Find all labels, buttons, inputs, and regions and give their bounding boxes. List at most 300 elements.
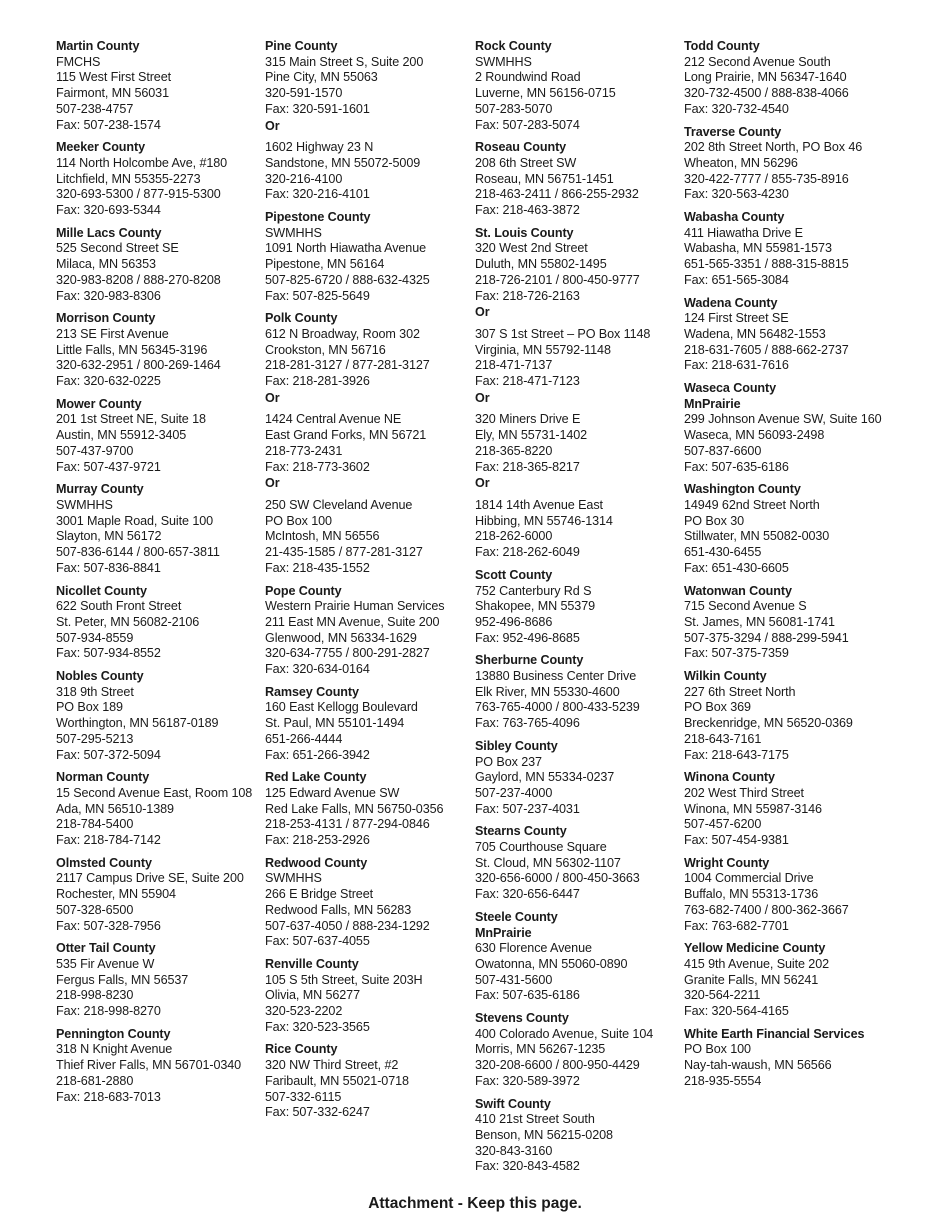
address-line: Virginia, MN 55792-1148 <box>475 342 611 357</box>
address-line: Fax: 507-437-9721 <box>56 459 161 474</box>
address-line: 13880 Business Center Drive <box>475 669 637 684</box>
address-line: Little Falls, MN 56345-3196 <box>56 342 208 357</box>
county-entry <box>265 770 473 849</box>
address-line: PO Box 369 <box>684 700 751 715</box>
county-entry <box>265 856 473 950</box>
address-line: Fax: 320-563-4230 <box>684 187 789 202</box>
county-entry <box>684 210 892 289</box>
address-line: Fax: 320-589-3972 <box>475 1073 580 1088</box>
county-name: Stevens County <box>475 1011 569 1026</box>
address-line: 320 West 2nd Street <box>475 241 588 256</box>
address-line: 320-564-2211 <box>684 988 761 1003</box>
address-line: 266 E Bridge Street <box>265 887 374 902</box>
address-line: Fax: 218-435-1552 <box>265 560 370 575</box>
address-line: 15 Second Avenue East, Room 108 <box>56 785 253 800</box>
county-name: Pine County <box>265 39 338 53</box>
address-line: Fax: 651-430-6605 <box>684 560 789 575</box>
address-line: 507-437-9700 <box>56 443 134 458</box>
address-line: Fax: 651-266-3942 <box>265 747 370 762</box>
address-line: Milaca, MN 56353 <box>56 257 156 272</box>
address-line: Thief River Falls, MN 56701-0340 <box>56 1058 242 1073</box>
county-entry <box>475 140 683 219</box>
address-line: 320-208-6600 / 800-950-4429 <box>475 1058 640 1073</box>
address-line: Fax: 507-332-6247 <box>265 1105 370 1120</box>
address-line: Crookston, MN 56716 <box>265 342 386 357</box>
address-line: Fax: 218-784-7142 <box>56 833 161 848</box>
address-line: 212 Second Avenue South <box>684 54 831 69</box>
address-line: 525 Second Street SE <box>56 241 179 256</box>
address-line: Fax: 320-693-5344 <box>56 203 161 218</box>
county-name: Morrison County <box>56 311 156 326</box>
county-entry <box>475 910 683 1004</box>
address-line: 507-457-6200 <box>684 817 762 832</box>
county-name: Waseca County <box>684 381 777 396</box>
address-line: 507-637-4050 / 888-234-1292 <box>265 918 430 933</box>
address-line: St. Paul, MN 55101-1494 <box>265 716 405 731</box>
address-line: Fax: 218-281-3926 <box>265 374 370 389</box>
directory-column-1 <box>56 39 264 1112</box>
address-line: Fax: 320-732-4540 <box>684 101 789 116</box>
address-line: 124 First Street SE <box>684 311 789 326</box>
county-name: Pipestone County <box>265 210 371 225</box>
county-name: Red Lake County <box>265 770 367 785</box>
address-line: 715 Second Avenue S <box>684 599 807 614</box>
county-name: Roseau County <box>475 140 567 155</box>
address-line: 320-983-8208 / 888-270-8208 <box>56 272 221 287</box>
address-line: 318 9th Street <box>56 684 134 699</box>
address-line: SWMHHS <box>265 225 322 240</box>
address-line: Fax: 952-496-8685 <box>475 630 580 645</box>
address-line: Stillwater, MN 55082-0030 <box>684 529 830 544</box>
address-line: Gaylord, MN 55334-0237 <box>475 770 615 785</box>
address-line: PO Box 30 <box>684 513 745 528</box>
address-line: 410 21st Street South <box>475 1112 595 1127</box>
address-line: Pine City, MN 55063 <box>265 70 378 85</box>
address-line: PO Box 100 <box>265 513 332 528</box>
address-line: 507-837-6600 <box>684 443 762 458</box>
or-separator: Or <box>265 118 280 133</box>
address-line: 1602 Highway 23 N <box>265 140 374 155</box>
address-line: 507-375-3294 / 888-299-5941 <box>684 630 849 645</box>
address-line: 1091 North Hiawatha Avenue <box>265 241 427 256</box>
address-line: 218-631-7605 / 888-662-2737 <box>684 342 849 357</box>
county-name: Traverse County <box>684 124 782 139</box>
address-line: Waseca, MN 56093-2498 <box>684 428 825 443</box>
county-entry <box>684 941 892 1020</box>
address-line: Fax: 218-463-3872 <box>475 203 580 218</box>
address-line: Fax: 218-631-7616 <box>684 358 789 373</box>
county-entry <box>475 226 683 561</box>
address-line: Fergus Falls, MN 56537 <box>56 972 189 987</box>
county-name: Scott County <box>475 567 553 582</box>
county-name: Wilkin County <box>684 669 767 684</box>
county-name: Otter Tail County <box>56 941 156 956</box>
county-name: Wabasha County <box>684 210 785 225</box>
address-line: Fax: 507-635-6186 <box>684 459 789 474</box>
county-name: Nicollet County <box>56 583 147 598</box>
address-line: 320-591-1570 <box>265 86 343 101</box>
address-line: Fax: 320-523-3565 <box>265 1019 370 1034</box>
directory-column-3 <box>475 39 683 1182</box>
address-line: 415 9th Avenue, Suite 202 <box>684 956 830 971</box>
address-line: Redwood Falls, MN 56283 <box>265 902 412 917</box>
county-entry <box>265 685 473 764</box>
address-line: 535 Fir Avenue W <box>56 956 155 971</box>
county-name: Polk County <box>265 311 338 326</box>
address-line: 320-656-6000 / 800-450-3663 <box>475 871 640 886</box>
address-line: 752 Canterbury Rd S <box>475 583 592 598</box>
address-line: 320-634-7755 / 800-291-2827 <box>265 646 430 661</box>
address-line: 2117 Campus Drive SE, Suite 200 <box>56 871 244 886</box>
address-line: Fax: 763-682-7701 <box>684 918 789 933</box>
county-entry <box>56 140 264 219</box>
address-line: Rochester, MN 55904 <box>56 887 176 902</box>
address-line: Fax: 320-843-4582 <box>475 1159 580 1174</box>
address-line: 320-216-4100 <box>265 171 343 186</box>
address-line: PO Box 189 <box>56 700 123 715</box>
county-entry <box>265 957 473 1036</box>
address-line: Sandstone, MN 55072-5009 <box>265 155 421 170</box>
address-line: Fax: 218-262-6049 <box>475 545 580 560</box>
address-line: McIntosh, MN 56556 <box>265 529 380 544</box>
address-line: 320 NW Third Street, #2 <box>265 1058 399 1073</box>
address-line: Fax: 507-825-5649 <box>265 288 370 303</box>
address-line: 507-332-6115 <box>265 1089 342 1104</box>
address-line: Fax: 218-683-7013 <box>56 1089 161 1104</box>
address-line: 250 SW Cleveland Avenue <box>265 497 413 512</box>
county-entry <box>684 296 892 375</box>
county-entry <box>684 1027 892 1090</box>
county-entry <box>475 739 683 818</box>
address-line: PO Box 100 <box>684 1042 751 1057</box>
address-line: 307 S 1st Street – PO Box 1148 <box>475 326 651 341</box>
address-line: 202 West Third Street <box>684 785 804 800</box>
county-entry <box>56 226 264 305</box>
address-line: 218-935-5554 <box>684 1073 762 1088</box>
address-line: 208 6th Street SW <box>475 155 577 170</box>
county-entry <box>56 482 264 576</box>
address-line: 114 North Holcombe Ave, #180 <box>56 155 228 170</box>
address-line: Fax: 507-237-4031 <box>475 801 580 816</box>
address-line: 507-283-5070 <box>475 101 553 116</box>
address-line: 218-998-8230 <box>56 988 134 1003</box>
or-separator: Or <box>265 476 280 491</box>
address-line: 315 Main Street S, Suite 200 <box>265 54 424 69</box>
address-line: 201 1st Street NE, Suite 18 <box>56 412 206 427</box>
county-entry <box>475 568 683 647</box>
county-name: Todd County <box>684 39 760 53</box>
address-line: SWMHHS <box>265 871 322 886</box>
address-line: Olivia, MN 56277 <box>265 988 360 1003</box>
address-line: Fax: 507-238-1574 <box>56 117 161 132</box>
address-line: 211 East MN Avenue, Suite 200 <box>265 614 440 629</box>
or-separator: Or <box>475 390 490 405</box>
address-line: 320-693-5300 / 877-915-5300 <box>56 187 221 202</box>
address-line: Nay-tah-waush, MN 56566 <box>684 1058 832 1073</box>
county-entry <box>56 311 264 390</box>
county-entry <box>265 1042 473 1121</box>
county-entry <box>475 824 683 903</box>
address-line: 3001 Maple Road, Suite 100 <box>56 513 214 528</box>
address-line: Buffalo, MN 55313-1736 <box>684 887 819 902</box>
address-line: Fax: 320-983-8306 <box>56 288 161 303</box>
address-line: Fax: 320-591-1601 <box>265 101 370 116</box>
directory-column-2 <box>265 39 473 1128</box>
address-line: 115 West First Street <box>56 70 172 85</box>
address-line: Fax: 763-765-4096 <box>475 716 580 731</box>
county-name: Steele County <box>475 909 558 924</box>
county-name: Martin County <box>56 39 140 53</box>
address-line: 218-471-7137 <box>475 358 553 373</box>
address-line: 320-422-7777 / 855-735-8916 <box>684 171 849 186</box>
county-name: Rice County <box>265 1042 338 1057</box>
county-entry <box>684 125 892 204</box>
county-name: Swift County <box>475 1096 551 1111</box>
address-line: 952-496-8686 <box>475 614 553 629</box>
county-entry <box>56 39 264 133</box>
address-line: Fax: 320-632-0225 <box>56 374 161 389</box>
address-line: 651-430-6455 <box>684 545 762 560</box>
county-name: Olmsted County <box>56 855 152 870</box>
address-line: 507-328-6500 <box>56 902 134 917</box>
or-separator: Or <box>475 305 490 320</box>
address-line: 227 6th Street North <box>684 684 796 699</box>
address-line: 213 SE First Avenue <box>56 326 169 341</box>
county-name: Murray County <box>56 482 144 497</box>
address-line: 320 Miners Drive E <box>475 412 581 427</box>
address-line: Shakopee, MN 55379 <box>475 599 596 614</box>
address-line: Breckenridge, MN 56520-0369 <box>684 716 853 731</box>
county-entry <box>684 39 892 118</box>
address-line: Fax: 218-253-2926 <box>265 833 370 848</box>
county-entry <box>56 941 264 1020</box>
address-line: Ely, MN 55731-1402 <box>475 428 588 443</box>
address-line: 105 S 5th Street, Suite 203H <box>265 972 423 987</box>
address-line: 651-266-4444 <box>265 731 343 746</box>
address-line: Morris, MN 56267-1235 <box>475 1042 606 1057</box>
attachment-footer: Attachment - Keep this page. <box>368 1195 582 1212</box>
address-line: FMCHS <box>56 54 101 69</box>
address-line: 411 Hiawatha Drive E <box>684 225 803 240</box>
county-entry <box>684 584 892 663</box>
address-line: Worthington, MN 56187-0189 <box>56 716 219 731</box>
county-entry <box>56 856 264 935</box>
address-line: 763-765-4000 / 800-433-5239 <box>475 700 640 715</box>
address-line: Fax: 507-454-9381 <box>684 833 789 848</box>
county-entry <box>684 482 892 576</box>
county-name: White Earth Financial Services <box>684 1026 865 1041</box>
county-entry <box>684 669 892 763</box>
county-name: Nobles County <box>56 669 144 684</box>
address-line: Litchfield, MN 55355-2273 <box>56 171 201 186</box>
address-line: Glenwood, MN 56334-1629 <box>265 630 417 645</box>
address-line: 507-825-6720 / 888-632-4325 <box>265 272 430 287</box>
address-line: Wabasha, MN 55981-1573 <box>684 241 832 256</box>
address-line: Fax: 218-998-8270 <box>56 1004 161 1019</box>
address-line: Wadena, MN 56482-1553 <box>684 326 826 341</box>
address-line: 218-262-6000 <box>475 529 553 544</box>
address-line: 125 Edward Avenue SW <box>265 785 400 800</box>
county-entry <box>265 39 473 203</box>
county-name: Sibley County <box>475 738 558 753</box>
address-line: 1814 14th Avenue East <box>475 497 603 512</box>
address-line: Fax: 218-471-7123 <box>475 374 580 389</box>
address-line: Hibbing, MN 55746-1314 <box>475 513 613 528</box>
address-line: 507-295-5213 <box>56 731 134 746</box>
county-name: Mower County <box>56 396 142 411</box>
address-line: 320-523-2202 <box>265 1004 343 1019</box>
address-line: St. Peter, MN 56082-2106 <box>56 614 200 629</box>
county-entry <box>265 584 473 678</box>
address-line: Wheaton, MN 56296 <box>684 155 798 170</box>
address-line: 507-934-8559 <box>56 630 134 645</box>
county-name: Redwood County <box>265 855 368 870</box>
county-entry <box>475 1097 683 1176</box>
address-line: 218-681-2880 <box>56 1073 134 1088</box>
county-entry <box>56 770 264 849</box>
address-line: PO Box 237 <box>475 754 542 769</box>
county-name: Stearns County <box>475 824 567 839</box>
or-separator: Or <box>265 390 280 405</box>
county-entry <box>475 653 683 732</box>
address-line: Fax: 507-637-4055 <box>265 934 370 949</box>
address-line: Fax: 507-328-7956 <box>56 918 161 933</box>
county-entry <box>475 39 683 133</box>
address-line: Fax: 218-365-8217 <box>475 459 580 474</box>
county-name: Pennington County <box>56 1026 171 1041</box>
address-line: 507-431-5600 <box>475 972 553 987</box>
address-line: Fax: 507-635-6186 <box>475 988 580 1003</box>
address-line: 202 8th Street North, PO Box 46 <box>684 140 863 155</box>
county-name: Washington County <box>684 482 801 497</box>
address-line: Roseau, MN 56751-1451 <box>475 171 614 186</box>
address-line: 218-643-7161 <box>684 731 762 746</box>
county-entry <box>56 669 264 763</box>
county-name: Meeker County <box>56 140 145 155</box>
directory-column-4 <box>684 39 892 1097</box>
county-name: Pope County <box>265 583 342 598</box>
county-name: Yellow Medicine County <box>684 941 826 956</box>
or-separator: Or <box>475 476 490 491</box>
address-line: 1004 Commercial Drive <box>684 871 814 886</box>
address-line: 400 Colorado Avenue, Suite 104 <box>475 1026 654 1041</box>
address-line: 507-237-4000 <box>475 785 553 800</box>
address-line: Granite Falls, MN 56241 <box>684 972 819 987</box>
address-line: 21-435-1585 / 877-281-3127 <box>265 545 423 560</box>
address-line: 2 Roundwind Road <box>475 70 581 85</box>
address-line: 14949 62nd Street North <box>684 497 820 512</box>
address-line: 763-682-7400 / 800-362-3667 <box>684 902 849 917</box>
address-line: Pipestone, MN 56164 <box>265 257 385 272</box>
address-line: Owatonna, MN 55060-0890 <box>475 956 628 971</box>
address-line: Long Prairie, MN 56347-1640 <box>684 70 847 85</box>
address-line: 507-238-4757 <box>56 101 134 116</box>
county-entry <box>684 381 892 475</box>
county-name: Rock County <box>475 39 552 53</box>
address-line: Fax: 218-726-2163 <box>475 288 580 303</box>
address-line: Austin, MN 55912-3405 <box>56 428 187 443</box>
address-line: 218-365-8220 <box>475 443 553 458</box>
county-name: Renville County <box>265 956 359 971</box>
address-line: 630 Florence Avenue <box>475 941 592 956</box>
address-line: Fax: 507-934-8552 <box>56 646 161 661</box>
address-line: 160 East Kellogg Boulevard <box>265 700 418 715</box>
address-line: Slayton, MN 56172 <box>56 529 162 544</box>
address-line: 218-281-3127 / 877-281-3127 <box>265 358 430 373</box>
address-line: 318 N Knight Avenue <box>56 1042 173 1057</box>
county-name: MnPrairie <box>684 396 741 411</box>
county-name: St. Louis County <box>475 225 574 240</box>
address-line: Fairmont, MN 56031 <box>56 86 169 101</box>
address-line: 612 N Broadway, Room 302 <box>265 326 420 341</box>
address-line: Fax: 320-216-4101 <box>265 187 370 202</box>
address-line: East Grand Forks, MN 56721 <box>265 428 427 443</box>
address-line: 507-836-6144 / 800-657-3811 <box>56 545 220 560</box>
county-name: Norman County <box>56 770 150 785</box>
county-name: Watonwan County <box>684 583 792 598</box>
county-name: Winona County <box>684 770 775 785</box>
address-line: 320-732-4500 / 888-838-4066 <box>684 86 849 101</box>
address-line: Fax: 507-283-5074 <box>475 117 580 132</box>
county-entry <box>265 210 473 304</box>
address-line: 705 Courthouse Square <box>475 840 607 855</box>
county-entry <box>56 584 264 663</box>
address-line: Benson, MN 56215-0208 <box>475 1128 613 1142</box>
address-line: Western Prairie Human Services <box>265 599 445 614</box>
address-line: Luverne, MN 56156-0715 <box>475 86 616 101</box>
county-name: Ramsey County <box>265 684 359 699</box>
county-entry <box>265 311 473 576</box>
county-entry <box>56 397 264 476</box>
address-line: 218-463-2411 / 866-255-2932 <box>475 187 639 202</box>
address-line: St. Cloud, MN 56302-1107 <box>475 855 621 870</box>
address-line: Fax: 218-643-7175 <box>684 747 789 762</box>
address-line: 320-632-2951 / 800-269-1464 <box>56 358 221 373</box>
address-line: Fax: 218-773-3602 <box>265 459 370 474</box>
address-line: Fax: 651-565-3084 <box>684 272 789 287</box>
address-line: Fax: 507-375-7359 <box>684 646 789 661</box>
address-line: SWMHHS <box>56 497 113 512</box>
address-line: 622 South Front Street <box>56 599 182 614</box>
county-name: Mille Lacs County <box>56 225 162 240</box>
county-entry <box>475 1011 683 1090</box>
address-line: 651-565-3351 / 888-315-8815 <box>684 257 849 272</box>
address-line: Red Lake Falls, MN 56750-0356 <box>265 801 444 816</box>
county-entry <box>684 856 892 935</box>
address-line: 218-253-4131 / 877-294-0846 <box>265 817 430 832</box>
address-line: 299 Johnson Avenue SW, Suite 160 <box>684 412 882 427</box>
address-line: Fax: 320-656-6447 <box>475 887 580 902</box>
address-line: 320-843-3160 <box>475 1143 553 1158</box>
address-line: Fax: 507-372-5094 <box>56 747 161 762</box>
address-line: 1424 Central Avenue NE <box>265 412 402 427</box>
county-name: Wright County <box>684 855 770 870</box>
address-line: SWMHHS <box>475 54 532 69</box>
address-line: 218-784-5400 <box>56 817 134 832</box>
address-line: Ada, MN 56510-1389 <box>56 801 174 816</box>
county-entry <box>684 770 892 849</box>
address-line: Duluth, MN 55802-1495 <box>475 257 607 272</box>
address-line: Fax: 320-634-0164 <box>265 662 370 677</box>
address-line: Fax: 320-564-4165 <box>684 1004 789 1019</box>
address-line: 218-773-2431 <box>265 443 343 458</box>
county-entry <box>56 1027 264 1106</box>
address-line: 218-726-2101 / 800-450-9777 <box>475 272 640 287</box>
address-line: Fax: 507-836-8841 <box>56 560 161 575</box>
address-line: Faribault, MN 55021-0718 <box>265 1073 409 1088</box>
county-name: Wadena County <box>684 295 778 310</box>
county-name: Sherburne County <box>475 653 584 668</box>
